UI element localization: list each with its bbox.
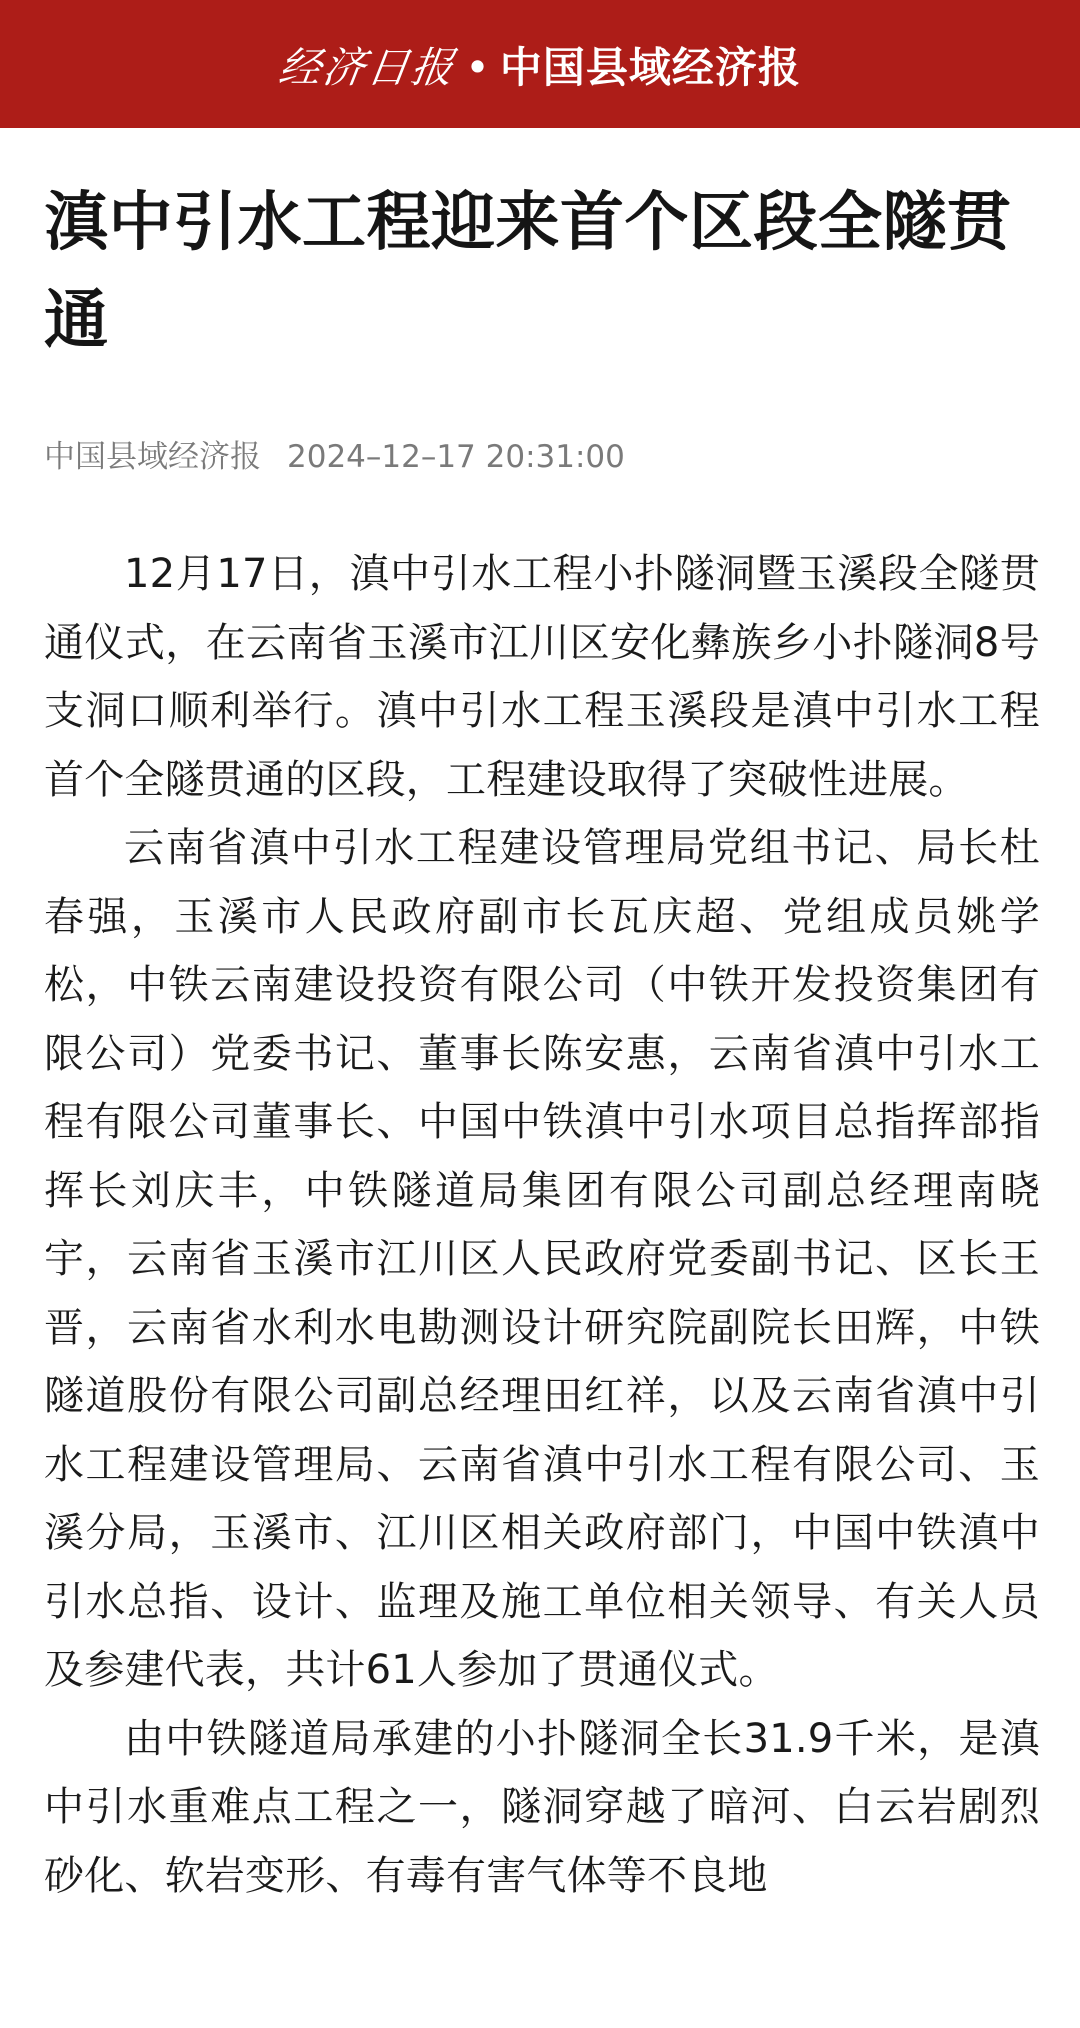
article-content bbox=[44, 128, 1040, 1910]
masthead-script-logo: 经济日报 bbox=[275, 43, 459, 92]
masthead-banner bbox=[0, 0, 1080, 128]
article-meta bbox=[44, 436, 1040, 478]
article-paragraph-3: 由中铁隧道局承建的小扑隧洞全长31.9千米，是滇中引水重难点工程之一，隧洞穿越了暗河、白云岩剧烈砂化、软岩变形、有毒有害气体等不良地 bbox=[44, 1715, 1040, 1899]
article-paragraph-2: 云南省滇中引水工程建设管理局党组书记、局长杜春强，玉溪市人民政府副市长瓦庆超、党组成员姚学松，中铁云南建设投资有限公司（中铁开发投资集团有限公司）党委书记、董事长陈安惠，云南省滇中引水工程有限公司董事长、中国中铁滇中引水项目总指挥部指挥长刘庆丰，中铁隧道局集团有限公司副总经理南晓宇，云南省玉溪市江川区人民政府党委副书记、区长王晋，云南省水利水电勘测设计研究院副院长田辉，中铁隧道股份有限公司副总经理田红祥，以及云南省滇中引水工程建设管理局、云南省滇中引水工程有限公司、玉溪分局，玉溪市、江川区相关政府部门，中国中铁滇中引水总指、设计、监理及施工单位相关领导、有关人员及参建代表，共计61人参加了贯通仪式。 bbox=[44, 825, 1040, 1693]
article-paragraph-1: 12月17日，滇中引水工程小扑隧洞暨玉溪段全隧贯通仪式，在云南省玉溪市江川区安化彝族乡小扑隧洞8号支洞口顺利举行。滇中引水工程玉溪段是滇中引水工程首个全隧贯通的区段，工程建设取得了突破性进展。 bbox=[44, 551, 1040, 803]
masthead-publication-name: 中国县域经济报 bbox=[499, 43, 801, 92]
masthead-separator: • bbox=[465, 43, 490, 92]
article-source: 中国县域经济报 bbox=[44, 439, 261, 475]
masthead-logo bbox=[275, 43, 801, 92]
article-body bbox=[44, 540, 1040, 1910]
article-title: 滇中引水工程迎来首个区段全隧贯通 bbox=[44, 186, 1012, 358]
article-datetime: 2024–12–17 20:31:00 bbox=[287, 439, 625, 475]
